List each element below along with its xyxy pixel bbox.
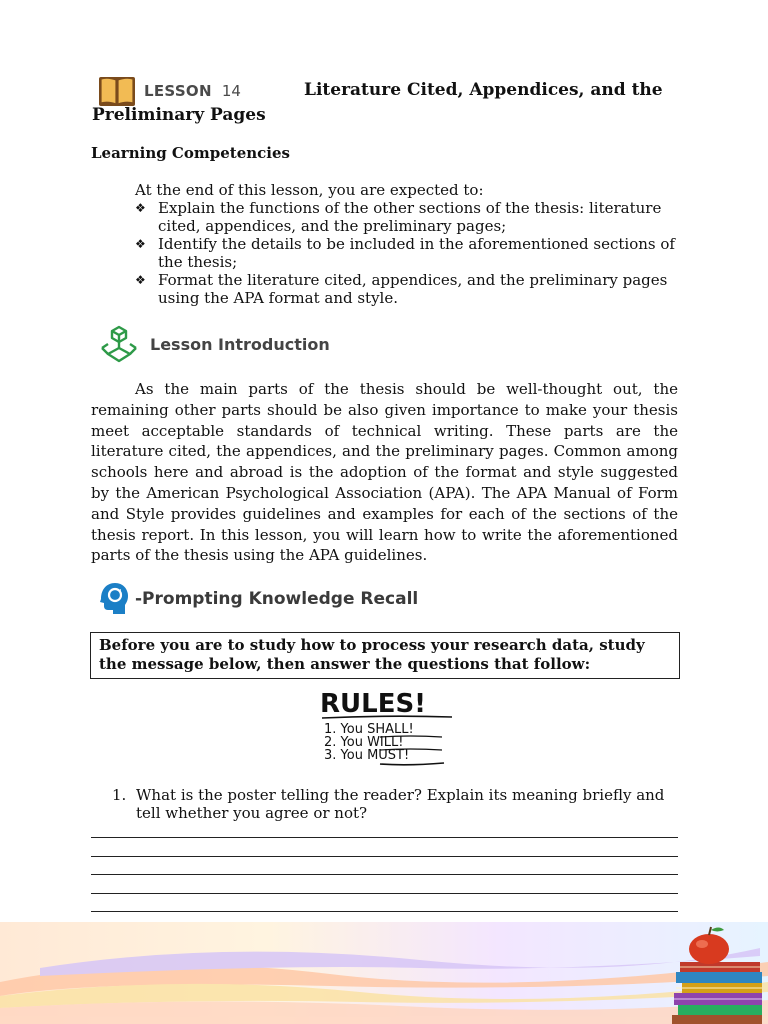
competency-text: Format the literature cited, appendices, and the preliminary pages using the APA format and style. — [158, 271, 668, 307]
cube-network-icon — [98, 324, 140, 364]
knowledge-recall-title: -Prompting Knowledge Recall — [135, 589, 419, 609]
answer-line[interactable] — [91, 856, 678, 857]
diamond-bullet-icon: ❖ — [135, 201, 146, 215]
lesson-badge — [98, 74, 241, 108]
answer-line[interactable] — [91, 837, 678, 838]
head-refresh-icon — [95, 581, 131, 617]
competencies-list — [135, 199, 685, 307]
question-1 — [112, 786, 682, 822]
lesson-introduction-heading — [98, 324, 330, 364]
competency-text: Explain the functions of the other sections of the thesis: literature cited, appendices, and the preliminary pages; — [158, 199, 662, 235]
instruction-box: Before you are to study how to process your research data, study the message below, then answer the questions that follow: — [90, 632, 680, 679]
answer-line[interactable] — [91, 893, 678, 894]
diamond-bullet-icon: ❖ — [135, 273, 146, 287]
question-text: What is the poster telling the reader? Explain its meaning briefly and tell whether you agree or not? — [136, 786, 665, 822]
introduction-text: As the main parts of the thesis should be well-thought out, the remaining other parts should be also given importance to make your thesis meet acceptable standards of technical writing. These parts are the literature cited, the appendices, and the preliminary pages. Common among schools here and abroad is the adoption of the format and style suggested by the American Psychological Association (APA). The APA Manual of Form and Style provides guidelines and examples for each of the sections of the thesis report. In this lesson, you will learn how to write the aforementioned parts of the thesis using the APA guidelines. — [91, 380, 678, 565]
book-stack — [672, 962, 762, 1024]
rules-poster-image — [318, 686, 458, 772]
lesson-word: LESSON — [144, 82, 212, 100]
lesson-number: 14 — [221, 82, 241, 100]
list-item — [135, 235, 685, 271]
list-item — [135, 271, 685, 307]
rules-line-2: 2. You WILL! — [324, 735, 404, 750]
answer-line[interactable] — [91, 911, 678, 912]
answer-line[interactable] — [91, 874, 678, 875]
decorative-footer — [0, 922, 768, 1024]
lesson-header — [92, 72, 682, 128]
lesson-introduction-title: Lesson Introduction — [150, 334, 330, 354]
list-item — [135, 199, 685, 235]
introduction-paragraph — [91, 379, 678, 566]
lesson-title-line2: Preliminary Pages — [92, 105, 266, 125]
question-number: 1. — [112, 786, 127, 804]
lesson-title-line1: Literature Cited, Appendices, and the — [304, 80, 663, 100]
rules-line-3: 3. You MUST! — [324, 748, 410, 763]
open-book-icon — [98, 74, 136, 108]
competency-text: Identify the details to be included in the aforementioned sections of the thesis; — [158, 235, 675, 271]
knowledge-recall-heading — [95, 581, 418, 617]
rules-title: RULES! — [320, 689, 427, 719]
learning-competencies-heading: Learning Competencies — [91, 144, 290, 162]
competencies-intro: At the end of this lesson, you are expected to: — [135, 181, 484, 199]
rules-line-1: 1. You SHALL! — [324, 722, 414, 737]
diamond-bullet-icon: ❖ — [135, 237, 146, 251]
